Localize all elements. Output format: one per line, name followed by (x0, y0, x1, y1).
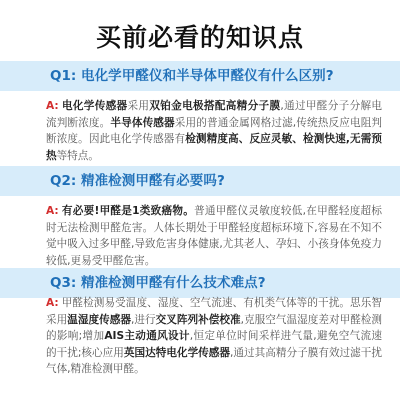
answer-text: 采用 (127, 100, 150, 112)
question-label: Q1: (50, 68, 77, 84)
question-label: Q2: (50, 173, 77, 189)
answer-highlight: 交叉阵列补偿校准 (155, 313, 241, 326)
question-text: 电化学甲醛仪和半导体甲醛仪有什么区别? (80, 68, 334, 84)
answer-text: ,进行 (130, 313, 156, 326)
answer-label: A: (46, 205, 59, 217)
question-label: Q3: (50, 275, 77, 291)
answer-label: A: (46, 100, 59, 112)
answer-highlight: 温湿度传感器 (67, 313, 131, 326)
question-bar-q1 (0, 61, 400, 91)
answer-highlight: 有必要!甲醛是1类致癌物。 (61, 205, 195, 217)
answer-text: ,克服空气温湿度差对甲醛检测的影响;增加 (46, 313, 383, 343)
answer-text: 甲醛检测易受温度、湿度、空气流速、有机类气体等的干扰。思乐智采用 (46, 297, 382, 326)
answer-q2 (46, 203, 382, 269)
answer-text: 等特点。 (56, 149, 99, 162)
answer-highlight: 双铂金电极搭配高精分子膜 (149, 100, 281, 112)
answer-q1 (46, 98, 382, 164)
answer-text: ,恒定单位时间采样进气量,避免空气流速的干扰;核心应用 (46, 330, 382, 359)
question-text: 精准检测甲醛有什么技术难点? (80, 275, 266, 291)
question-bar-q3 (0, 268, 400, 298)
answer-highlight: 半导体传感器 (110, 116, 175, 129)
answer-q3 (46, 295, 382, 378)
answer-highlight: 检测精度高、反应灵敏、检测快速,无需预热 (46, 133, 382, 162)
answer-text: ,通过其高精分子膜有效过滤干扰气体,精准检测甲醛。 (46, 346, 382, 376)
answer-highlight: 英国达特电化学传感器 (123, 346, 231, 359)
answer-highlight: AIS主动通风设计 (104, 330, 190, 343)
answer-text: 采用的普通金属网格过滤,传统热反应电阻判断浓度。因此电化学传感器有 (46, 116, 383, 146)
answer-text: 人体长期处于甲醛轻度超标环境下,容易在不知不觉中吸入过多甲醛,导致危害身体健康,尤其老人、孕妇、小孩身体免疫力较低,更易受甲醛危害。 (46, 221, 383, 267)
answer-highlight: 电化学传感器 (61, 100, 128, 112)
answer-text: 普通甲醛仪灵敏度较低,在甲醛轻度超标时无法检测甲醛危害。 (46, 205, 382, 234)
question-bar-q2 (0, 166, 400, 196)
question-text: 精准检测甲醛有必要吗? (80, 173, 225, 189)
answer-text: ,通过甲醛分子分解电流判断浓度。 (46, 100, 382, 129)
answer-label: A: (46, 297, 59, 309)
page-title: 买前必看的知识点 (95, 23, 304, 52)
